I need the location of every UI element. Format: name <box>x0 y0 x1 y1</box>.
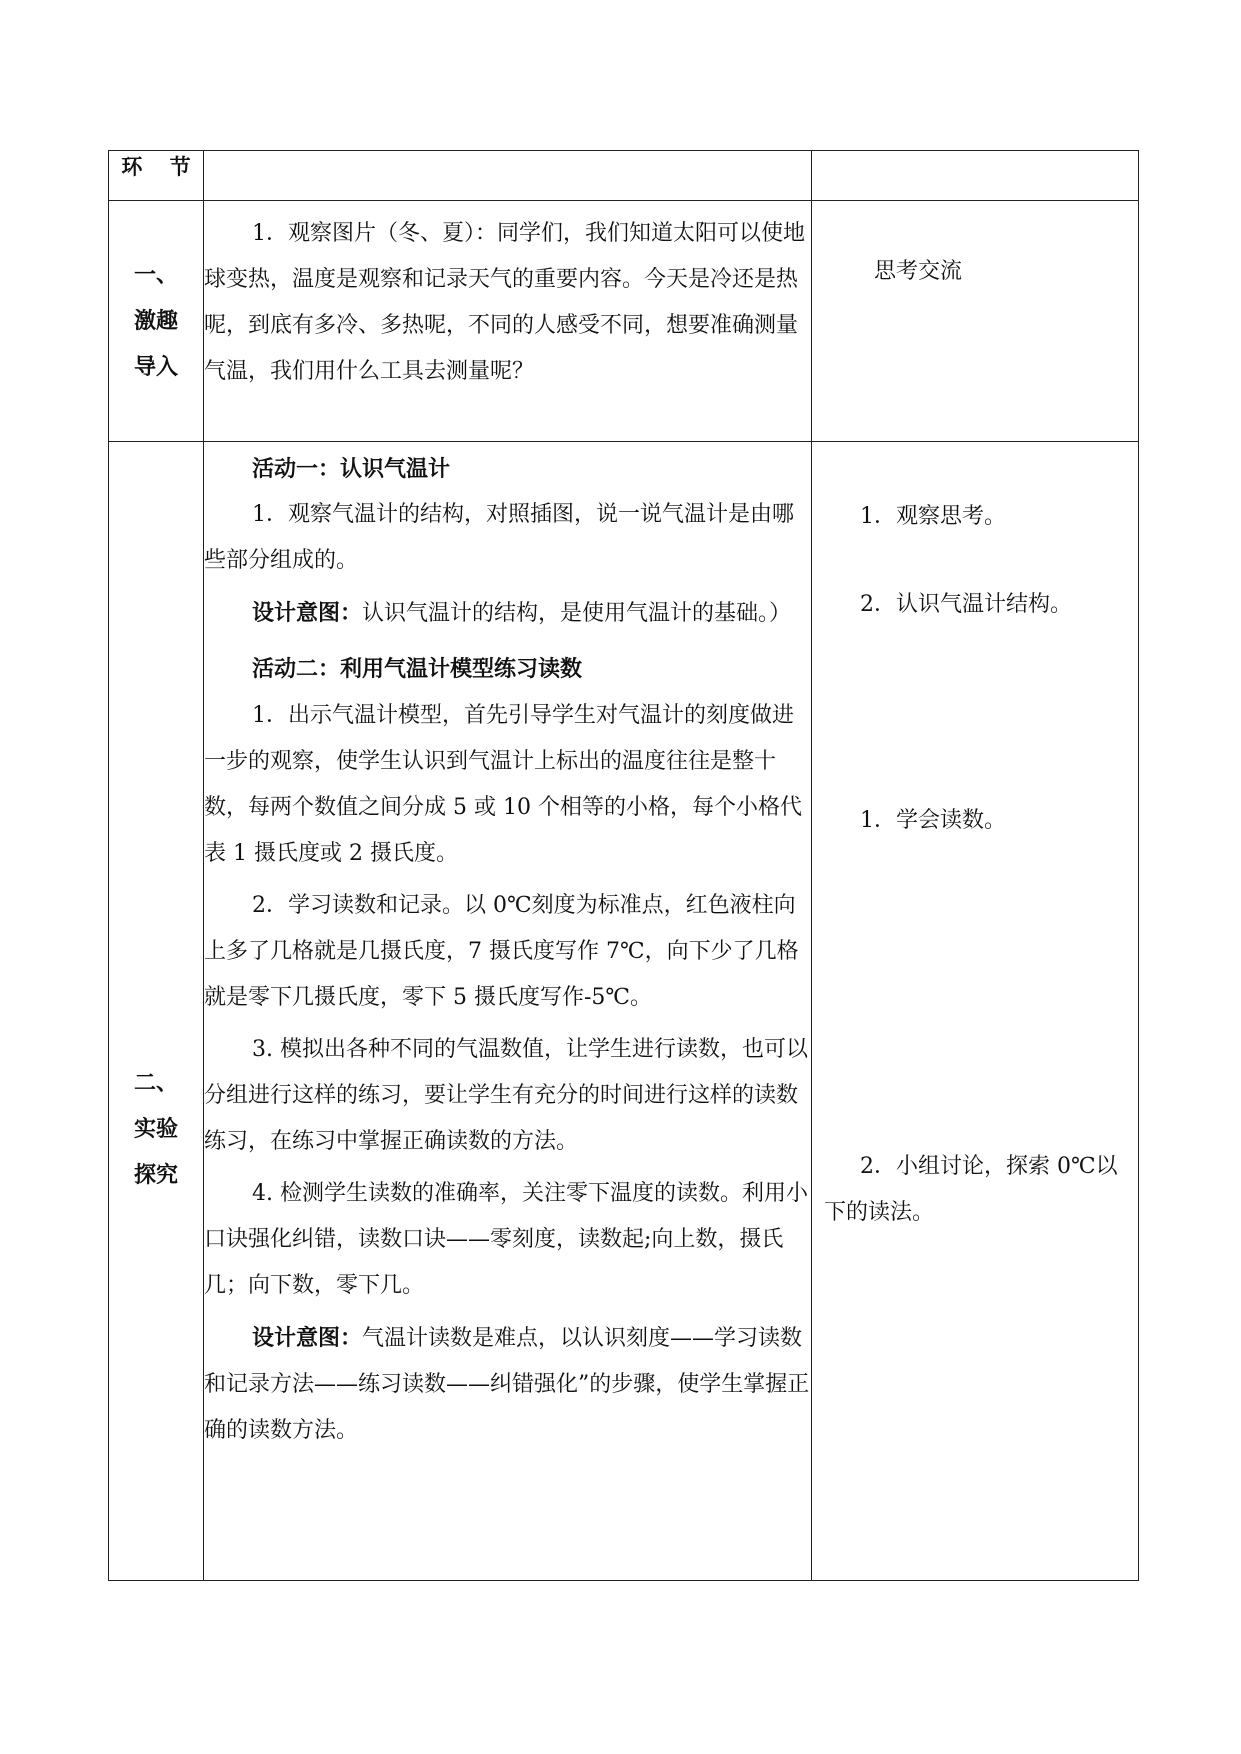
activity2-step1: 1．出示气温计模型，首先引导学生对气温计的刻度做进一步的观察，使学生认识到气温计上标出的温度往往是整十数，每两个数值之间分成 5 或 10 个相等的小格，每个小格代表 1 摄氏度或 2 摄氏度。 <box>204 703 802 866</box>
student-reading: 1．学会读数。 <box>860 808 1006 833</box>
section1-stage-cell <box>109 201 204 442</box>
activity2-step3: 3. 模拟出各种不同的气温数值，让学生进行读数，也可以分组进行这样的练习，要让学生有充分的时间进行这样的读数练习，在练习中掌握正确读数的方法。 <box>204 1037 808 1154</box>
section2-stage-line3: 探究 <box>133 1162 178 1188</box>
student-structure: 2．认识气温计结构。 <box>860 592 1072 617</box>
section2-row <box>109 442 1139 1581</box>
activity1-title: 活动一：认识气温计 <box>252 456 451 482</box>
section1-stage <box>109 252 203 390</box>
section1-student-activity: 思考交流 <box>874 259 963 284</box>
section1-stage-line3: 导入 <box>133 354 178 380</box>
activity2-design-text: 气温计读数是难点，以认识刻度——学习读数和记录方法——练习读数——纠错强化”的步骤，使学生掌握正确的读数方法。 <box>204 1326 810 1443</box>
activity2-title: 活动二：利用气温计模型练习读数 <box>252 656 583 682</box>
section1-student-cell <box>812 201 1139 442</box>
section2-teacher-cell <box>204 442 812 1581</box>
activity1-design-text: 认识气温计的结构，是使用气温计的基础。） <box>362 601 792 626</box>
header-stage-label: 环 节 <box>121 154 201 179</box>
section1-content: 1．观察图片（冬、夏）：同学们，我们知道太阳可以使地球变热，温度是观察和记录天气的重要内容。今天是冷还是热呢，到底有多冷、多热呢，不同的人感受不同，想要准确测量气温，我们用什么工具去测量呢？ <box>204 221 805 384</box>
activity2-step2: 2．学习读数和记录。以 0℃刻度为标准点，红色液柱向上多了几格就是几摄氏度，7 摄氏度写作 7℃，向下少了几格就是零下几摄氏度，零下 5 摄氏度写作-5℃。 <box>204 893 799 1010</box>
activity1-design-label: 设计意图： <box>252 600 363 626</box>
section1-stage-line1: 一、 <box>133 262 178 288</box>
header-teacher-cell <box>204 151 812 201</box>
section1-teacher-cell <box>204 201 812 442</box>
header-student-cell <box>812 151 1139 201</box>
student-observe: 1．观察思考。 <box>860 504 1006 529</box>
section1-row <box>109 201 1139 442</box>
activity1-design <box>204 590 811 637</box>
section2-stage <box>109 1060 203 1198</box>
section2-stage-line1: 二、 <box>133 1070 178 1096</box>
section2-student-cell <box>812 442 1139 1581</box>
header-row <box>109 151 1139 201</box>
student-discussion: 2．小组讨论，探索 0℃以下的读法。 <box>824 1154 1118 1225</box>
header-stage-cell <box>109 151 204 201</box>
lesson-plan-table <box>108 150 1139 1581</box>
section1-stage-line2: 激趣 <box>133 308 178 334</box>
activity2-design-label: 设计意图： <box>252 1325 363 1351</box>
section2-stage-line2: 实验 <box>133 1116 178 1142</box>
activity1-step1: 1．观察气温计的结构，对照插图，说一说气温计是由哪些部分组成的。 <box>204 502 794 573</box>
activity2-step4: 4. 检测学生读数的准确率，关注零下温度的读数。利用小口诀强化纠错，读数口诀——零刻度，读数起;向上数，摄氏几；向下数，零下几。 <box>204 1181 808 1298</box>
activity2-design <box>204 1315 811 1454</box>
section2-stage-cell <box>109 442 204 1581</box>
